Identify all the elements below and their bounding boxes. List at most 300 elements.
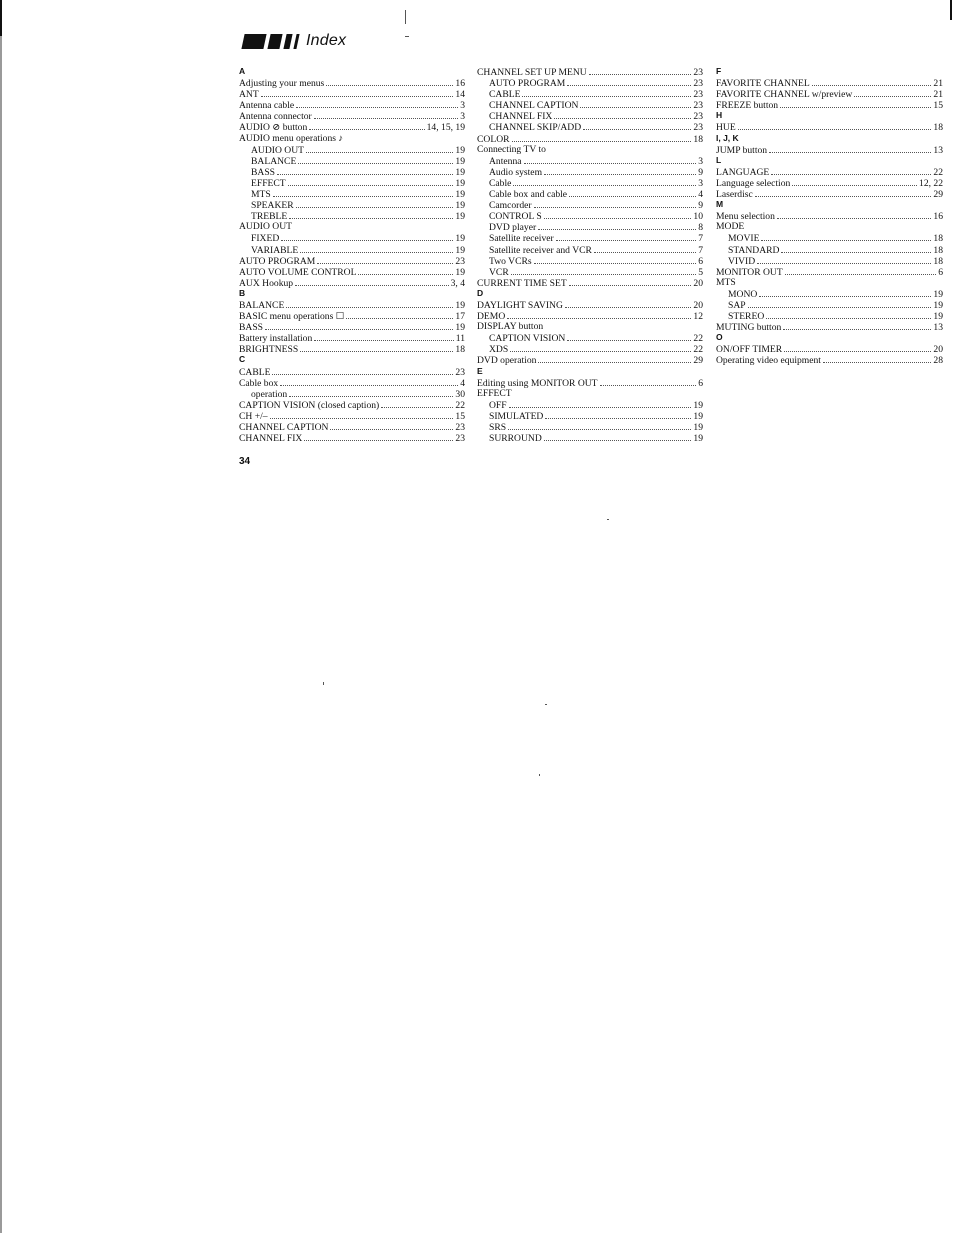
entry-page: 15	[455, 410, 465, 422]
scan-mark	[0, 0, 2, 36]
index-entry	[239, 343, 465, 354]
dot-leader	[261, 88, 454, 97]
entry-label: CHANNEL SKIP/ADD	[489, 122, 582, 134]
dot-leader	[567, 77, 691, 86]
index-entry	[716, 277, 943, 288]
dot-leader	[785, 266, 936, 275]
entry-page: 29	[933, 189, 943, 201]
index-subentry	[477, 343, 703, 354]
entry-page: 11	[455, 333, 465, 345]
entry-label: CAPTION VISION (closed caption)	[239, 399, 380, 411]
entry-label: VIVID	[728, 255, 756, 267]
entry-page: 3, 4	[450, 277, 465, 289]
entry-page: 19	[455, 189, 465, 201]
entry-label: DISPLAY button	[477, 321, 544, 333]
index-entry	[239, 133, 465, 144]
entry-label: EFFECT	[251, 177, 286, 189]
entry-label: CONTROL S	[489, 211, 542, 223]
dot-leader	[265, 321, 453, 330]
entry-page: 23	[693, 100, 703, 112]
scan-speck	[545, 704, 547, 705]
entry-page: 19	[455, 211, 465, 223]
dot-leader	[509, 399, 692, 408]
dot-leader	[565, 299, 691, 308]
index-entry	[477, 310, 703, 321]
entry-page: 3	[460, 111, 465, 123]
entry-label: SPEAKER	[251, 200, 294, 212]
entry-label: TREBLE	[251, 211, 288, 223]
dot-leader	[792, 177, 917, 186]
dot-leader	[298, 155, 453, 164]
index-entry	[477, 299, 703, 310]
entry-label: AUDIO OUT	[251, 144, 305, 156]
entry-label: Adjusting your menus	[239, 78, 325, 90]
entry-page: 18	[933, 244, 943, 256]
entry-page: 3	[698, 155, 703, 167]
entry-page: 6	[698, 255, 703, 267]
index-entry	[716, 77, 943, 88]
dot-leader	[781, 244, 931, 253]
index-subentry	[716, 288, 943, 299]
dot-leader	[510, 343, 691, 352]
dot-leader	[512, 133, 692, 142]
entry-label: operation	[251, 388, 288, 400]
entry-page: 18	[933, 122, 943, 134]
entry-page: 19	[455, 299, 465, 311]
entry-label: AUDIO menu operations ♪	[239, 132, 344, 144]
entry-page: 16	[933, 211, 943, 223]
entry-page: 23	[693, 111, 703, 123]
index-entry	[716, 210, 943, 221]
index-entry	[716, 354, 943, 365]
entry-page: 21	[933, 78, 943, 90]
entry-page: 19	[693, 422, 703, 433]
index-entry	[239, 321, 465, 332]
header-blocks-icon	[243, 34, 298, 49]
entry-label: Camcorder	[489, 200, 532, 212]
entry-page: 19	[693, 399, 703, 411]
page-number: 34	[239, 456, 251, 467]
entry-page: 20	[933, 344, 943, 356]
dot-leader	[511, 266, 696, 275]
dot-leader	[306, 144, 453, 153]
index-subentry	[477, 432, 703, 443]
entry-label: BASS	[251, 166, 275, 178]
dot-leader	[554, 110, 691, 119]
index-subentry	[239, 177, 465, 188]
index-subentry	[239, 244, 465, 255]
entry-page: 7	[698, 244, 703, 256]
dot-leader	[346, 310, 453, 319]
dot-leader	[538, 221, 696, 230]
index-entry	[239, 432, 465, 443]
dot-leader	[777, 210, 932, 219]
dot-leader	[273, 188, 454, 197]
entry-label: BALANCE	[251, 155, 297, 167]
index-subentry	[239, 199, 465, 210]
index-entry	[239, 266, 465, 277]
entry-label: Cable box and cable	[489, 189, 568, 201]
entry-page: 5	[698, 266, 703, 278]
entry-page: 17	[455, 311, 465, 323]
entry-page: 18	[693, 133, 703, 145]
index-subentry	[477, 210, 703, 221]
dot-leader	[738, 121, 932, 130]
entry-page: 23	[455, 366, 465, 378]
index-subentry	[477, 266, 703, 277]
index-column-2	[477, 66, 703, 443]
section-letter: B	[239, 287, 246, 298]
index-entry	[239, 332, 465, 343]
entry-page: 23	[693, 78, 703, 90]
section-letter: I, J, K	[716, 132, 739, 143]
dot-leader	[296, 99, 458, 108]
section-letter: A	[239, 66, 246, 76]
entry-page: 19	[455, 177, 465, 189]
dot-leader	[544, 432, 692, 441]
entry-label: Language selection	[716, 177, 791, 189]
entry-page: 19	[693, 410, 703, 422]
entry-label: COLOR	[477, 133, 510, 145]
entry-label: Audio system	[489, 166, 543, 178]
entry-label: DAYLIGHT SAVING	[477, 299, 563, 311]
scan-speck	[607, 519, 609, 520]
entry-page: 18	[933, 255, 943, 267]
index-column-3	[716, 66, 943, 366]
entry-label: VARIABLE	[251, 244, 299, 256]
index-entry	[239, 221, 465, 232]
entry-page: 22	[693, 344, 703, 356]
entry-label: MTS	[716, 276, 736, 288]
entry-label: CHANNEL CAPTION	[489, 100, 579, 112]
entry-page: 19	[933, 311, 943, 323]
entry-page: 19	[455, 322, 465, 334]
entry-page: 3	[460, 100, 465, 112]
dot-leader	[569, 188, 696, 197]
dot-leader	[761, 232, 931, 241]
entry-label: MONITOR OUT	[716, 266, 783, 278]
dot-leader	[544, 166, 696, 175]
entry-label: STEREO	[728, 311, 765, 323]
entry-page: 12	[693, 311, 703, 323]
page-title: Index	[306, 32, 347, 49]
entry-label: Cable	[489, 177, 512, 189]
index-subentry	[239, 388, 465, 399]
entry-label: ON/OFF TIMER	[716, 344, 783, 356]
index-entry	[239, 299, 465, 310]
entry-page: 22	[693, 333, 703, 345]
entry-label: MONO	[728, 288, 758, 300]
index-entry	[716, 99, 943, 110]
entry-label: Laserdisc	[716, 189, 753, 201]
dot-leader	[281, 232, 453, 241]
index-entry	[239, 110, 465, 121]
dot-leader	[748, 299, 932, 308]
index-entry	[239, 77, 465, 88]
entry-label: AUDIO ⊘ button	[239, 122, 308, 134]
section-letter: O	[716, 332, 723, 343]
dot-leader	[513, 177, 696, 186]
entry-label: SAP	[728, 299, 746, 311]
entry-page: 6	[698, 377, 703, 389]
entry-label: CHANNEL CAPTION	[239, 422, 329, 433]
dot-leader	[544, 210, 692, 219]
index-entry	[239, 121, 465, 132]
entry-label: BALANCE	[239, 299, 285, 311]
entry-label: SURROUND	[489, 433, 542, 445]
entry-label: FIXED	[251, 233, 280, 245]
entry-label: AUTO VOLUME CONTROL	[239, 266, 357, 278]
entry-label: AUTO PROGRAM	[489, 78, 566, 90]
entry-label: Battery installation	[239, 333, 313, 345]
index-subentry	[239, 188, 465, 199]
index-subentry	[716, 244, 943, 255]
index-subentry	[477, 399, 703, 410]
entry-page: 14, 15, 19	[426, 122, 465, 134]
entry-page: 7	[698, 233, 703, 245]
index-subentry	[716, 310, 943, 321]
entry-label: Editing using MONITOR OUT	[477, 377, 598, 389]
entry-label: MODE	[716, 221, 745, 233]
entry-label: LANGUAGE	[716, 166, 770, 178]
entry-label: CURRENT TIME SET	[477, 277, 567, 289]
dot-leader	[534, 255, 697, 264]
dot-leader	[757, 255, 931, 264]
dot-leader	[270, 410, 454, 419]
dot-leader	[326, 77, 453, 86]
section-letter: F	[716, 66, 722, 76]
index-entry	[239, 377, 465, 388]
entry-page: 18	[455, 344, 465, 356]
entry-page: 19	[455, 233, 465, 245]
index-entry	[239, 410, 465, 421]
index-entry	[239, 399, 465, 410]
index-entry	[716, 121, 943, 132]
entry-page: 29	[693, 355, 703, 367]
entry-page: 23	[693, 122, 703, 134]
entry-page: 19	[455, 266, 465, 278]
dot-leader	[314, 332, 453, 341]
entry-page: 21	[933, 89, 943, 101]
index-subentry	[477, 244, 703, 255]
dot-leader	[783, 321, 931, 330]
dot-leader	[300, 244, 453, 253]
entry-label: Antenna connector	[239, 111, 312, 123]
index-entry	[477, 321, 703, 332]
dot-leader	[317, 255, 453, 264]
entry-label: AUDIO OUT	[239, 221, 293, 233]
index-entry	[239, 310, 465, 321]
entry-label: Two VCRs	[489, 255, 532, 267]
index-entry	[716, 188, 943, 199]
entry-page: 13	[933, 322, 943, 334]
index-subentry	[477, 188, 703, 199]
entry-label: MTS	[251, 189, 271, 201]
index-subentry	[239, 166, 465, 177]
dot-leader	[286, 299, 453, 308]
entry-page: 20	[693, 277, 703, 289]
entry-page: 9	[698, 200, 703, 212]
dot-leader	[280, 377, 458, 386]
dot-leader	[823, 354, 931, 363]
entry-label: MOVIE	[728, 233, 760, 245]
index-entry	[716, 88, 943, 99]
dot-leader	[508, 421, 691, 430]
entry-page: 20	[693, 299, 703, 311]
dot-leader	[759, 288, 931, 297]
dot-leader	[854, 88, 931, 97]
dot-leader	[300, 343, 453, 352]
dot-leader	[600, 377, 697, 386]
index-subentry	[477, 232, 703, 243]
entry-label: VCR	[489, 266, 509, 278]
dot-leader	[358, 266, 453, 275]
index-subentry	[239, 232, 465, 243]
entry-label: DEMO	[477, 311, 506, 323]
section-letter: E	[477, 365, 483, 376]
index-subentry	[716, 232, 943, 243]
dot-leader	[780, 99, 931, 108]
entry-label: CHANNEL FIX	[489, 111, 553, 123]
entry-page: 19	[455, 244, 465, 256]
entry-page: 14	[455, 89, 465, 101]
section-letter: C	[239, 354, 246, 365]
dot-leader	[522, 88, 691, 97]
index-entry	[239, 88, 465, 99]
dot-leader	[314, 110, 458, 119]
index-entry	[716, 266, 943, 277]
dot-leader	[784, 343, 931, 352]
index-subentry	[477, 88, 703, 99]
index-entry	[239, 277, 465, 288]
dot-leader	[545, 410, 691, 419]
entry-page: 19	[693, 433, 703, 445]
index-entry	[716, 144, 943, 155]
dot-leader	[277, 166, 453, 175]
dot-leader	[524, 155, 697, 164]
index-subentry	[716, 255, 943, 266]
entry-label: ANT	[239, 89, 259, 101]
entry-page: 10	[693, 211, 703, 223]
entry-label: FAVORITE CHANNEL	[716, 78, 810, 90]
dot-leader	[288, 177, 454, 186]
entry-label: OFF	[489, 399, 507, 411]
dot-leader	[295, 277, 449, 286]
entry-label: FREEZE button	[716, 100, 779, 112]
entry-label: BASS	[239, 322, 263, 334]
entry-page: 8	[698, 222, 703, 234]
entry-label: CABLE	[239, 366, 271, 378]
entry-page: 23	[455, 422, 465, 433]
entry-page: 22	[455, 399, 465, 411]
entry-page: 15	[933, 100, 943, 112]
entry-page: 19	[933, 288, 943, 300]
entry-page: 19	[933, 299, 943, 311]
index-subentry	[477, 421, 703, 432]
index-entry	[239, 255, 465, 266]
dot-leader	[589, 66, 692, 75]
dot-leader	[771, 166, 931, 175]
dot-leader	[580, 99, 691, 108]
index-subentry	[477, 221, 703, 232]
entry-label: Antenna	[489, 155, 522, 167]
dot-leader	[594, 244, 696, 253]
index-entry	[477, 144, 703, 155]
entry-page: 6	[938, 266, 943, 278]
index-subentry	[239, 155, 465, 166]
entry-label: DVD player	[489, 222, 537, 234]
index-subentry	[477, 410, 703, 421]
index-entry	[716, 321, 943, 332]
index-entry	[239, 366, 465, 377]
entry-label: CHANNEL SET UP MENU	[477, 67, 587, 78]
dot-leader	[381, 399, 453, 408]
index-subentry	[477, 77, 703, 88]
section-letter: D	[477, 287, 484, 298]
entry-label: BASIC menu operations ☐	[239, 311, 345, 323]
index-subentry	[477, 99, 703, 110]
entry-label: SRS	[489, 422, 507, 433]
dot-leader	[556, 232, 696, 241]
index-subentry	[477, 155, 703, 166]
entry-label: SIMULATED	[489, 410, 544, 422]
index-entry	[477, 133, 703, 144]
entry-label: Satellite receiver and VCR	[489, 244, 592, 256]
index-entry	[477, 388, 703, 399]
entry-label: Menu selection	[716, 211, 775, 223]
entry-page: 22	[933, 166, 943, 178]
entry-label: CH +/–	[239, 410, 268, 422]
entry-page: 16	[455, 78, 465, 90]
scan-speck	[405, 36, 409, 37]
entry-label: Cable box	[239, 377, 279, 389]
dot-leader	[569, 277, 692, 286]
dot-leader	[567, 332, 691, 341]
dot-leader	[330, 421, 453, 430]
index-subentry	[477, 110, 703, 121]
dot-leader	[309, 121, 424, 130]
entry-page: 23	[455, 255, 465, 267]
entry-label: HUE	[716, 122, 736, 134]
entry-page: 19	[455, 166, 465, 178]
index-subentry	[477, 332, 703, 343]
entry-label: Satellite receiver	[489, 233, 554, 245]
entry-page: 30	[455, 388, 465, 400]
entry-page: 28	[933, 355, 943, 367]
dot-leader	[766, 310, 931, 319]
entry-page: 23	[455, 433, 465, 445]
entry-page: 12, 22	[919, 177, 943, 189]
index-subentry	[716, 299, 943, 310]
entry-page: 13	[933, 144, 943, 156]
entry-label: DVD operation	[477, 355, 537, 367]
entry-label: CHANNEL FIX	[239, 433, 303, 445]
dot-leader	[583, 121, 691, 130]
dot-leader	[538, 354, 691, 363]
index-entry	[477, 354, 703, 365]
dot-leader	[296, 199, 454, 208]
entry-label: FAVORITE CHANNEL w/preview	[716, 89, 853, 101]
index-subentry	[477, 177, 703, 188]
entry-page: 19	[455, 200, 465, 212]
dot-leader	[304, 432, 453, 441]
entry-page: 19	[455, 155, 465, 167]
entry-label: Connecting TV to	[477, 143, 546, 155]
index-subentry	[239, 210, 465, 221]
entry-label: CAPTION VISION	[489, 333, 566, 345]
index-entry	[239, 421, 465, 432]
entry-page: 3	[698, 177, 703, 189]
